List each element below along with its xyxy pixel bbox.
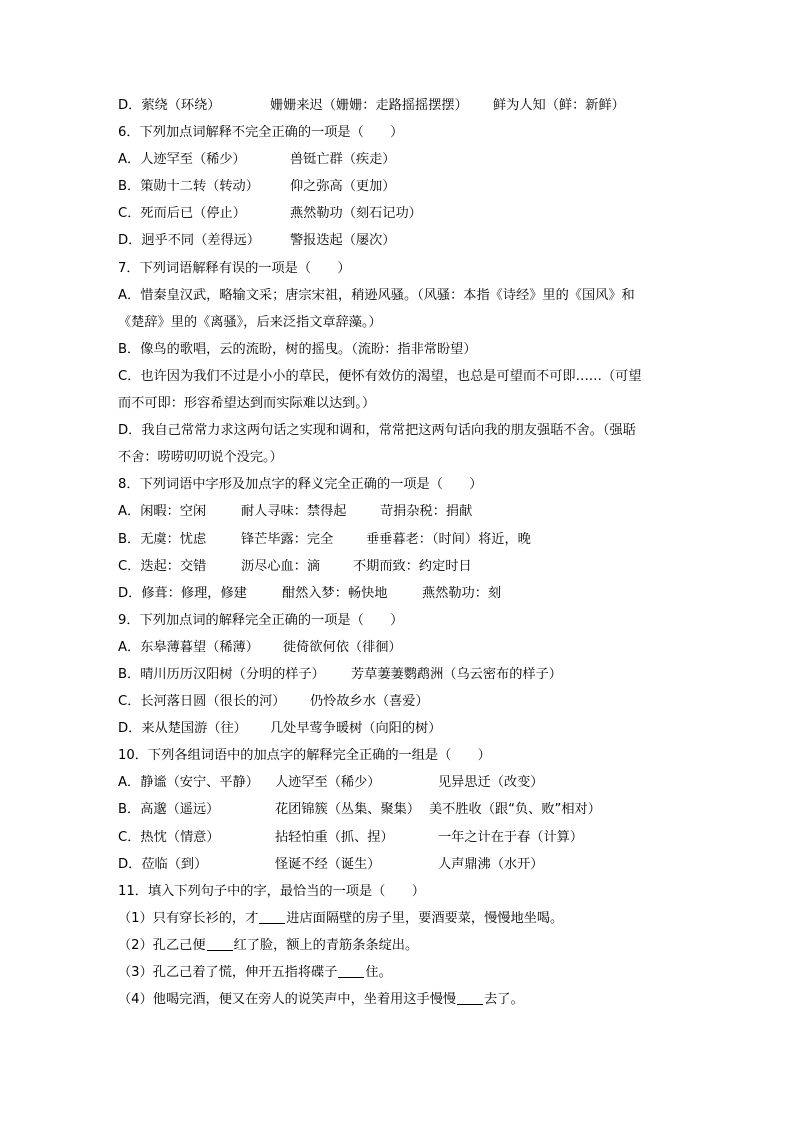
option-line xyxy=(118,417,678,444)
option-text: 姗姗来迟（姗姗：走路摇摇摆摆） xyxy=(270,98,468,113)
option-text: 燕然勒功：刻 xyxy=(422,585,502,601)
option-text: 仰之弥高（更加） xyxy=(290,179,396,195)
question-line xyxy=(118,607,678,634)
question-line xyxy=(118,471,678,498)
option-text: 徙倚欲何依（徘徊） xyxy=(283,639,402,655)
option-text: 一年之计在于春（计算） xyxy=(438,829,584,845)
option-line xyxy=(118,498,678,525)
sentence-text: 住。 xyxy=(365,965,392,980)
option-text: A．东皋薄暮望（稀薄） xyxy=(118,639,259,655)
option-text: 燕然勒功（刻石记功） xyxy=(290,206,422,222)
question-line xyxy=(118,255,678,282)
question-line xyxy=(118,878,678,905)
option-text: 拈轻怕重（抓、捏） xyxy=(275,829,394,845)
option-text: B．像鸟的歌唱，云的流盼，树的摇曳。（流盼：指非常盼望） xyxy=(118,341,477,357)
option-text: D．修葺：修理，修建 xyxy=(118,585,247,601)
option-text: C．死而后已（停止） xyxy=(118,206,246,222)
option-line xyxy=(118,146,678,173)
answer-blank xyxy=(259,922,285,924)
answer-blank xyxy=(338,976,364,978)
option-line xyxy=(118,92,678,119)
option-text: 几处早莺争暖树（向阳的树） xyxy=(270,721,442,737)
option-line xyxy=(118,796,678,823)
option-text: 《楚辞》里的《离骚》，后来泛指文章辞藻。） xyxy=(118,314,382,330)
option-text: 见异思迁（改变） xyxy=(438,775,544,791)
question-text: 10．下列各组词语中的加点字的解释完全正确的一组是（ ） xyxy=(118,748,491,764)
option-text: 沥尽心血：滴 xyxy=(241,558,321,574)
option-line xyxy=(118,851,678,878)
option-text: B．策勋十二转（转动） xyxy=(118,179,259,195)
option-text: D．迥乎不同（差得远） xyxy=(118,233,261,249)
option-line xyxy=(118,769,678,796)
option-text: B．无虞：忧虑 xyxy=(118,531,207,547)
sentence-text: 去了。 xyxy=(484,992,524,1008)
option-line xyxy=(118,200,678,227)
answer-blank xyxy=(457,1003,483,1005)
option-text: 而不可即：形容希望达到而实际难以达到。） xyxy=(118,396,376,412)
question-line xyxy=(118,742,678,769)
option-text: D．我自己常常力求这两句话之实现和调和，常常把这两句话向我的朋友强聒不舍。（强聒 xyxy=(118,423,636,439)
option-continuation xyxy=(118,309,678,336)
fill-blank-sentence xyxy=(118,959,678,986)
option-text: 不舍：唠唠叨叨说个没完。） xyxy=(118,450,283,466)
option-line xyxy=(118,227,678,254)
option-text: D．来从楚国游（往） xyxy=(118,721,247,737)
question-text: 11．填入下列句子中的字，最恰当的一项是（ ） xyxy=(118,883,425,899)
sentence-text: （2）孔乙己便 xyxy=(118,937,206,953)
option-text: 人声鼎沸（水开） xyxy=(438,856,544,872)
option-line xyxy=(118,282,678,309)
sentence-text: 进店面隔壁的房子里，要酒要菜，慢慢地坐喝。 xyxy=(286,910,564,926)
option-text: A．静谧（安宁、平静） xyxy=(118,775,259,791)
option-line xyxy=(118,363,678,390)
option-text: 人迹罕至（稀少） xyxy=(275,775,381,791)
sentence-wrapper xyxy=(118,932,418,959)
fill-blank-sentence xyxy=(118,986,678,1013)
question-text: 9．下列加点词的解释完全正确的一项是（ ） xyxy=(118,612,404,628)
option-line xyxy=(118,580,678,607)
option-text: 锋芒毕露：完全 xyxy=(241,531,334,547)
sentence-text: （4）他喝完酒，便又在旁人的说笑声中，坐着用这手慢慢 xyxy=(118,992,457,1008)
question-text: 6．下列加点词解释不完全正确的一项是（ ） xyxy=(118,125,404,141)
option-text: D．萦绕（环绕） xyxy=(118,98,221,113)
sentence-wrapper xyxy=(118,986,524,1013)
option-text: 怪诞不经（诞生） xyxy=(275,856,381,872)
fill-blank-sentence xyxy=(118,905,678,932)
option-line xyxy=(118,715,678,742)
option-text: 不期而致：约定时日 xyxy=(353,558,472,574)
option-text: 垂垂暮老：（时间）将近，晚 xyxy=(366,531,531,547)
option-text: 芳草萋萋鹦鹉洲（乌云密布的样子） xyxy=(351,666,562,682)
question-line xyxy=(118,119,678,146)
option-text: 美不胜收（跟“负、败”相对） xyxy=(429,802,601,818)
option-text: B．晴川历历汉阳树（分明的样子） xyxy=(118,666,325,682)
option-text: C．迭起：交错 xyxy=(118,558,207,574)
option-text: C．长河落日圆（很长的河） xyxy=(118,694,286,710)
option-text: 仍怜故乡水（喜爱） xyxy=(310,694,429,710)
option-line xyxy=(118,526,678,553)
sentence-text: （1）只有穿长衫的，才 xyxy=(118,910,259,926)
option-line xyxy=(118,688,678,715)
option-continuation xyxy=(118,390,678,417)
option-line xyxy=(118,661,678,688)
question-text: 8．下列词语中字形及加点字的释义完全正确的一项是（ ） xyxy=(118,477,483,493)
option-text: 警报迭起（屡次） xyxy=(290,233,396,249)
sentence-wrapper xyxy=(118,959,392,986)
option-text: A．闲暇：空闲 xyxy=(118,504,207,520)
sentence-wrapper xyxy=(118,905,563,932)
option-text: 酣然入梦：畅快地 xyxy=(282,585,388,601)
option-text: A．惜秦皇汉武，略输文采；唐宗宋祖，稍逊风骚。（风骚：本指《诗经》里的《国风》和 xyxy=(118,287,635,303)
question-text: 7．下列词语解释有误的一项是（ ） xyxy=(118,260,351,276)
option-text: C．热忱（情意） xyxy=(118,829,220,845)
option-line xyxy=(118,336,678,363)
option-line xyxy=(118,173,678,200)
option-continuation xyxy=(118,444,678,471)
option-text: 耐人寻味：禁得起 xyxy=(241,504,347,520)
option-text: B．高邈（遥远） xyxy=(118,802,220,818)
option-text: 苛捐杂税：捐献 xyxy=(380,504,473,520)
option-line xyxy=(118,634,678,661)
sentence-text: （3）孔乙己着了慌，伸开五指将碟子 xyxy=(118,965,338,980)
answer-blank xyxy=(207,949,233,951)
option-text: D．莅临（到） xyxy=(118,856,208,872)
option-line xyxy=(118,824,678,851)
fill-blank-sentence xyxy=(118,932,678,959)
option-text: A．人迹罕至（稀少） xyxy=(118,152,246,168)
document-body xyxy=(118,92,678,1013)
option-text: 兽铤亡群（疾走） xyxy=(290,152,396,168)
option-text: C．也许因为我们不过是小小的草民，便怀有效仿的渴望，也总是可望而不可即……（可望 xyxy=(118,368,642,384)
option-text: 花团锦簇（丛集、聚集） xyxy=(275,802,421,818)
sentence-text: 红了脸，额上的青筋条条绽出。 xyxy=(233,937,419,953)
option-text: 鲜为人知（鲜：新鲜） xyxy=(493,98,625,113)
option-line xyxy=(118,553,678,580)
